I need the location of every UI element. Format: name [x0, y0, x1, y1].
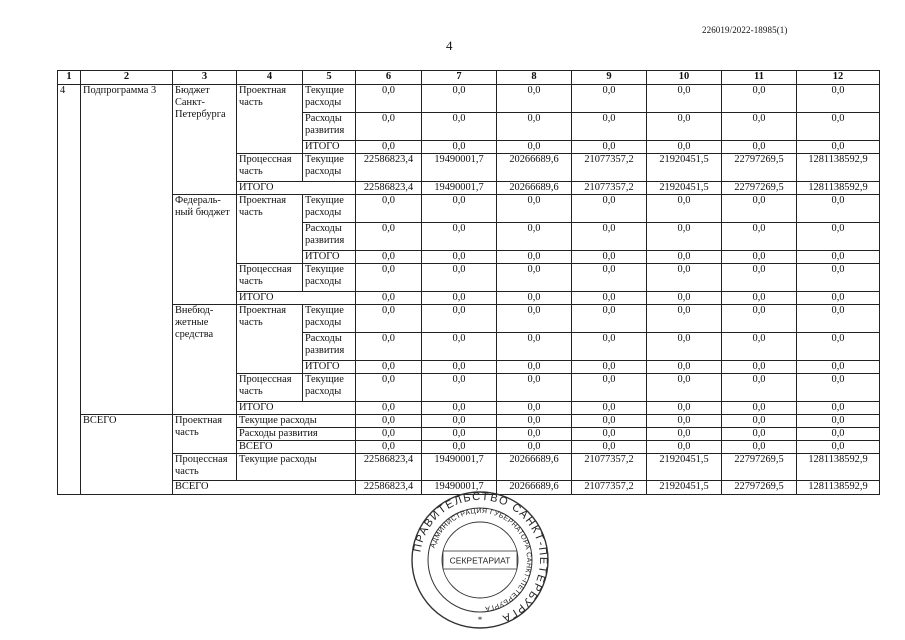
svg-text:СЕКРЕТАРИАТ: СЕКРЕТАРИАТ — [449, 555, 511, 566]
value-cell: 0,0 — [497, 374, 572, 402]
process-part-label: Процессная часть — [237, 264, 303, 292]
svg-text:ПРАВИТЕЛЬСТВО САНКТ-ПЕТЕРБУРГА: ПРАВИТЕЛЬСТВО САНКТ-ПЕТЕРБУРГА — [411, 490, 550, 625]
value-cell: 0,0 — [422, 428, 497, 441]
value-cell: 1281138592,9 — [797, 182, 880, 195]
budget-extrabudgetary-label: Внебюд-жетные средства — [173, 305, 237, 415]
value-cell: 0,0 — [497, 195, 572, 223]
value-cell: 22586823,4 — [356, 481, 422, 495]
current-expenses-label: Текущие расходы — [303, 85, 356, 113]
column-header: 7 — [422, 71, 497, 85]
current-expenses-label: Текущие расходы — [303, 154, 356, 182]
value-cell: 0,0 — [797, 374, 880, 402]
value-cell: 0,0 — [647, 305, 722, 333]
value-cell: 0,0 — [647, 251, 722, 264]
official-stamp — [410, 490, 550, 630]
project-part-label: Проектная часть — [237, 305, 303, 374]
process-part-label: Процессная часть — [237, 154, 303, 182]
value-cell: 0,0 — [647, 415, 722, 428]
column-header: 8 — [497, 71, 572, 85]
value-cell: 20266689,6 — [497, 454, 572, 481]
value-cell: 0,0 — [572, 402, 647, 415]
value-cell: 0,0 — [722, 374, 797, 402]
value-cell: 21920451,5 — [647, 481, 722, 495]
svg-text:*: * — [477, 615, 483, 625]
value-cell: 0,0 — [356, 85, 422, 113]
value-cell: 0,0 — [356, 113, 422, 141]
value-cell: 0,0 — [497, 441, 572, 454]
current-expenses-label: Текущие расходы — [303, 305, 356, 333]
value-cell: 0,0 — [797, 415, 880, 428]
total-label: ИТОГО — [237, 292, 356, 305]
value-cell: 0,0 — [722, 264, 797, 292]
table-row — [58, 454, 880, 481]
value-cell: 20266689,6 — [497, 154, 572, 182]
value-cell: 0,0 — [797, 292, 880, 305]
value-cell: 0,0 — [497, 251, 572, 264]
value-cell: 0,0 — [497, 361, 572, 374]
value-cell: 0,0 — [422, 113, 497, 141]
value-cell: 0,0 — [647, 264, 722, 292]
value-cell: 21920451,5 — [647, 182, 722, 195]
value-cell: 0,0 — [572, 333, 647, 361]
value-cell: 0,0 — [422, 141, 497, 154]
value-cell: 0,0 — [356, 441, 422, 454]
current-expenses-label: Текущие расходы — [303, 264, 356, 292]
value-cell: 22797269,5 — [722, 454, 797, 481]
current-expenses-label: Текущие расходы — [237, 454, 356, 481]
value-cell: 0,0 — [722, 85, 797, 113]
value-cell: 0,0 — [647, 428, 722, 441]
value-cell: 0,0 — [497, 305, 572, 333]
column-header: 1 — [58, 71, 81, 85]
value-cell: 0,0 — [572, 292, 647, 305]
value-cell: 0,0 — [722, 441, 797, 454]
value-cell: 0,0 — [572, 415, 647, 428]
value-cell: 0,0 — [497, 415, 572, 428]
value-cell: 0,0 — [497, 264, 572, 292]
value-cell: 0,0 — [422, 361, 497, 374]
column-header: 12 — [797, 71, 880, 85]
value-cell: 0,0 — [797, 113, 880, 141]
value-cell: 0,0 — [422, 292, 497, 305]
value-cell: 0,0 — [797, 251, 880, 264]
value-cell: 0,0 — [356, 361, 422, 374]
value-cell: 0,0 — [572, 361, 647, 374]
program-name: Подпрограмма 3 — [81, 85, 173, 415]
total-label: ИТОГО — [237, 182, 356, 195]
value-cell: 0,0 — [797, 428, 880, 441]
column-header: 4 — [237, 71, 303, 85]
value-cell: 0,0 — [356, 305, 422, 333]
value-cell: 0,0 — [797, 223, 880, 251]
value-cell: 0,0 — [797, 402, 880, 415]
value-cell: 20266689,6 — [497, 481, 572, 495]
value-cell: 0,0 — [356, 264, 422, 292]
value-cell: 0,0 — [647, 374, 722, 402]
value-cell: 0,0 — [572, 305, 647, 333]
value-cell: 0,0 — [572, 374, 647, 402]
value-cell: 0,0 — [356, 251, 422, 264]
total-label: ИТОГО — [237, 402, 356, 415]
value-cell: 0,0 — [722, 292, 797, 305]
value-cell: 0,0 — [497, 85, 572, 113]
grand-total-label: ВСЕГО — [81, 415, 173, 495]
value-cell: 22586823,4 — [356, 182, 422, 195]
value-cell: 0,0 — [572, 223, 647, 251]
development-expenses-label: Расходы развития — [237, 428, 356, 441]
value-cell: 22586823,4 — [356, 454, 422, 481]
value-cell: 0,0 — [572, 113, 647, 141]
value-cell: 22586823,4 — [356, 154, 422, 182]
value-cell: 0,0 — [647, 292, 722, 305]
value-cell: 0,0 — [497, 402, 572, 415]
value-cell: 0,0 — [647, 85, 722, 113]
value-cell: 20266689,6 — [497, 182, 572, 195]
value-cell: 0,0 — [497, 333, 572, 361]
value-cell: 0,0 — [497, 141, 572, 154]
column-header: 9 — [572, 71, 647, 85]
value-cell: 0,0 — [797, 195, 880, 223]
value-cell: 19490001,7 — [422, 454, 497, 481]
project-part-label: Проектная часть — [237, 85, 303, 154]
value-cell: 0,0 — [422, 415, 497, 428]
value-cell: 22797269,5 — [722, 481, 797, 495]
column-header: 10 — [647, 71, 722, 85]
value-cell: 0,0 — [497, 292, 572, 305]
row-number: 4 — [58, 85, 81, 495]
column-header: 5 — [303, 71, 356, 85]
value-cell: 0,0 — [797, 264, 880, 292]
value-cell: 0,0 — [572, 141, 647, 154]
subtotal-label: ИТОГО — [303, 251, 356, 264]
process-part-label: Процессная часть — [173, 454, 237, 481]
value-cell: 0,0 — [647, 441, 722, 454]
grand-total-label: ВСЕГО — [173, 481, 356, 495]
value-cell: 22797269,5 — [722, 154, 797, 182]
value-cell: 0,0 — [797, 305, 880, 333]
value-cell: 0,0 — [722, 333, 797, 361]
value-cell: 0,0 — [356, 374, 422, 402]
value-cell: 19490001,7 — [422, 182, 497, 195]
current-expenses-label: Текущие расходы — [303, 374, 356, 402]
value-cell: 0,0 — [647, 195, 722, 223]
value-cell: 19490001,7 — [422, 481, 497, 495]
value-cell: 0,0 — [422, 264, 497, 292]
value-cell: 0,0 — [572, 85, 647, 113]
value-cell: 0,0 — [572, 441, 647, 454]
document-number: 226019/2022-18985(1) — [702, 25, 788, 35]
value-cell: 0,0 — [572, 195, 647, 223]
value-cell: 0,0 — [497, 428, 572, 441]
value-cell: 0,0 — [356, 428, 422, 441]
value-cell: 0,0 — [422, 441, 497, 454]
value-cell: 0,0 — [572, 264, 647, 292]
value-cell: 0,0 — [497, 223, 572, 251]
table-row — [58, 195, 880, 223]
value-cell: 0,0 — [572, 251, 647, 264]
value-cell: 0,0 — [422, 85, 497, 113]
column-header: 3 — [173, 71, 237, 85]
value-cell: 0,0 — [422, 195, 497, 223]
svg-text:АДМИНИСТРАЦИЯ ГУБЕРНАТОРА САНК: АДМИНИСТРАЦИЯ ГУБЕРНАТОРА САНКТ-ПЕТЕРБУРГА — [429, 507, 533, 612]
value-cell: 0,0 — [722, 361, 797, 374]
value-cell: 0,0 — [722, 305, 797, 333]
value-cell: 21920451,5 — [647, 454, 722, 481]
value-cell: 0,0 — [422, 251, 497, 264]
value-cell: 0,0 — [797, 441, 880, 454]
value-cell: 21077357,2 — [572, 154, 647, 182]
development-expenses-label: Расходы развития — [303, 333, 356, 361]
value-cell: 0,0 — [356, 415, 422, 428]
value-cell: 0,0 — [722, 251, 797, 264]
value-cell: 0,0 — [647, 402, 722, 415]
value-cell: 19490001,7 — [422, 154, 497, 182]
column-header: 2 — [81, 71, 173, 85]
value-cell: 0,0 — [356, 141, 422, 154]
value-cell: 1281138592,9 — [797, 154, 880, 182]
current-expenses-label: Текущие расходы — [237, 415, 356, 428]
value-cell: 22797269,5 — [722, 182, 797, 195]
column-header: 6 — [356, 71, 422, 85]
table-row — [58, 415, 880, 428]
value-cell: 0,0 — [797, 85, 880, 113]
value-cell: 0,0 — [647, 141, 722, 154]
process-part-label: Процессная часть — [237, 374, 303, 402]
value-cell: 0,0 — [722, 223, 797, 251]
current-expenses-label: Текущие расходы — [303, 195, 356, 223]
value-cell: 0,0 — [722, 195, 797, 223]
budget-table — [57, 70, 880, 495]
value-cell: 21077357,2 — [572, 481, 647, 495]
value-cell: 0,0 — [422, 333, 497, 361]
value-cell: 0,0 — [647, 223, 722, 251]
budget-spb-label: Бюджет Санкт-Петербурга — [173, 85, 237, 195]
value-cell: 0,0 — [356, 292, 422, 305]
value-cell: 0,0 — [722, 415, 797, 428]
value-cell: 0,0 — [572, 428, 647, 441]
value-cell: 0,0 — [722, 141, 797, 154]
value-cell: 1281138592,9 — [797, 481, 880, 495]
value-cell: 0,0 — [422, 305, 497, 333]
value-cell: 0,0 — [797, 141, 880, 154]
table-row — [58, 85, 880, 113]
value-cell: 0,0 — [422, 402, 497, 415]
value-cell: 0,0 — [422, 223, 497, 251]
project-part-label: Проектная часть — [237, 195, 303, 264]
project-part-label: Проектная часть — [173, 415, 237, 454]
value-cell: 0,0 — [722, 402, 797, 415]
value-cell: 0,0 — [647, 361, 722, 374]
value-cell: 0,0 — [497, 113, 572, 141]
value-cell: 21077357,2 — [572, 182, 647, 195]
value-cell: 0,0 — [356, 223, 422, 251]
value-cell: 0,0 — [722, 428, 797, 441]
value-cell: 0,0 — [422, 374, 497, 402]
header-row — [58, 71, 880, 85]
total-label: ВСЕГО — [237, 441, 356, 454]
table-row — [58, 305, 880, 333]
value-cell: 0,0 — [722, 113, 797, 141]
budget-federal-label: Федераль-ный бюджет — [173, 195, 237, 305]
column-header: 11 — [722, 71, 797, 85]
page-number: 4 — [446, 38, 453, 53]
value-cell: 0,0 — [356, 333, 422, 361]
value-cell: 0,0 — [647, 333, 722, 361]
value-cell: 0,0 — [797, 333, 880, 361]
value-cell: 0,0 — [797, 361, 880, 374]
value-cell: 21077357,2 — [572, 454, 647, 481]
development-expenses-label: Расходы развития — [303, 113, 356, 141]
value-cell: 0,0 — [647, 113, 722, 141]
value-cell: 21920451,5 — [647, 154, 722, 182]
subtotal-label: ИТОГО — [303, 141, 356, 154]
value-cell: 1281138592,9 — [797, 454, 880, 481]
value-cell: 0,0 — [356, 402, 422, 415]
value-cell: 0,0 — [356, 195, 422, 223]
subtotal-label: ИТОГО — [303, 361, 356, 374]
development-expenses-label: Расходы развития — [303, 223, 356, 251]
